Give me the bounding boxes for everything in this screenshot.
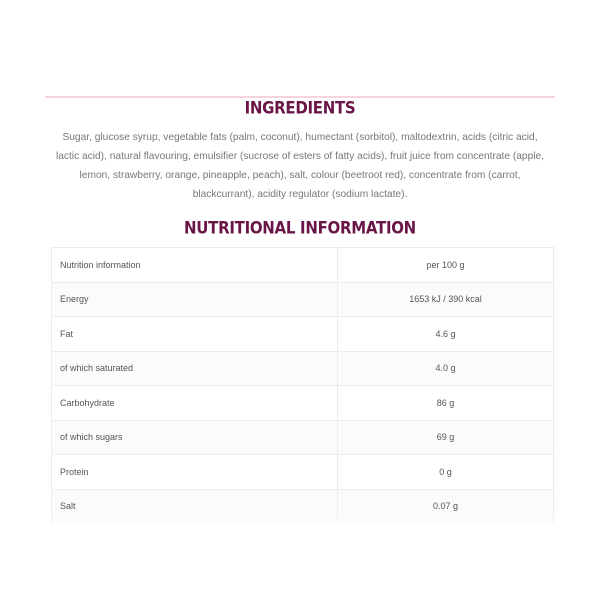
nutrient-value: per 100 g <box>338 248 554 283</box>
nutrient-name: Protein <box>52 455 338 490</box>
nutrient-value: 69 g <box>338 420 554 455</box>
table-row <box>52 282 554 317</box>
nutrient-name: Salt <box>52 489 338 524</box>
nutrient-name: of which sugars <box>52 420 338 455</box>
nutrient-name: Energy <box>52 282 338 317</box>
nutrient-name: of which saturated <box>52 351 338 386</box>
nutrient-name: Nutrition information <box>52 248 338 283</box>
nutrient-value: 86 g <box>338 386 554 421</box>
nutrient-name: Fat <box>52 317 338 352</box>
table-row <box>52 248 554 283</box>
nutrient-value: 4.0 g <box>338 351 554 386</box>
table-row <box>52 351 554 386</box>
nutrition-table <box>51 247 554 524</box>
ingredients-text: Sugar, glucose syrup, vegetable fats (palm, coconut), humectant (sorbitol), maltodextrin, acids (citric acid, lactic acid), natural flavouring, emulsifier (sucrose of esters of fatty acids), fruit juice from concentrate (apple, lemon, strawberry, orange, pineapple, peach), salt, colour (beetroot red), concentrate from (carrot, blackcurrant), acidity regulator (sodium lactate). <box>55 132 545 200</box>
ingredients-heading: INGREDIENTS <box>244 97 356 119</box>
nutrient-name: Carbohydrate <box>52 386 338 421</box>
table-row <box>52 317 554 352</box>
nutrient-value: 4.6 g <box>338 317 554 352</box>
table-row <box>52 455 554 490</box>
nutrient-value: 0.07 g <box>338 489 554 524</box>
table-row <box>52 420 554 455</box>
nutritional-information-heading: NUTRITIONAL INFORMATION <box>184 217 416 239</box>
nutrient-value: 1653 kJ / 390 kcal <box>338 282 554 317</box>
bottom-fade-overlay <box>40 515 560 555</box>
nutrient-value: 0 g <box>338 455 554 490</box>
table-row <box>52 386 554 421</box>
